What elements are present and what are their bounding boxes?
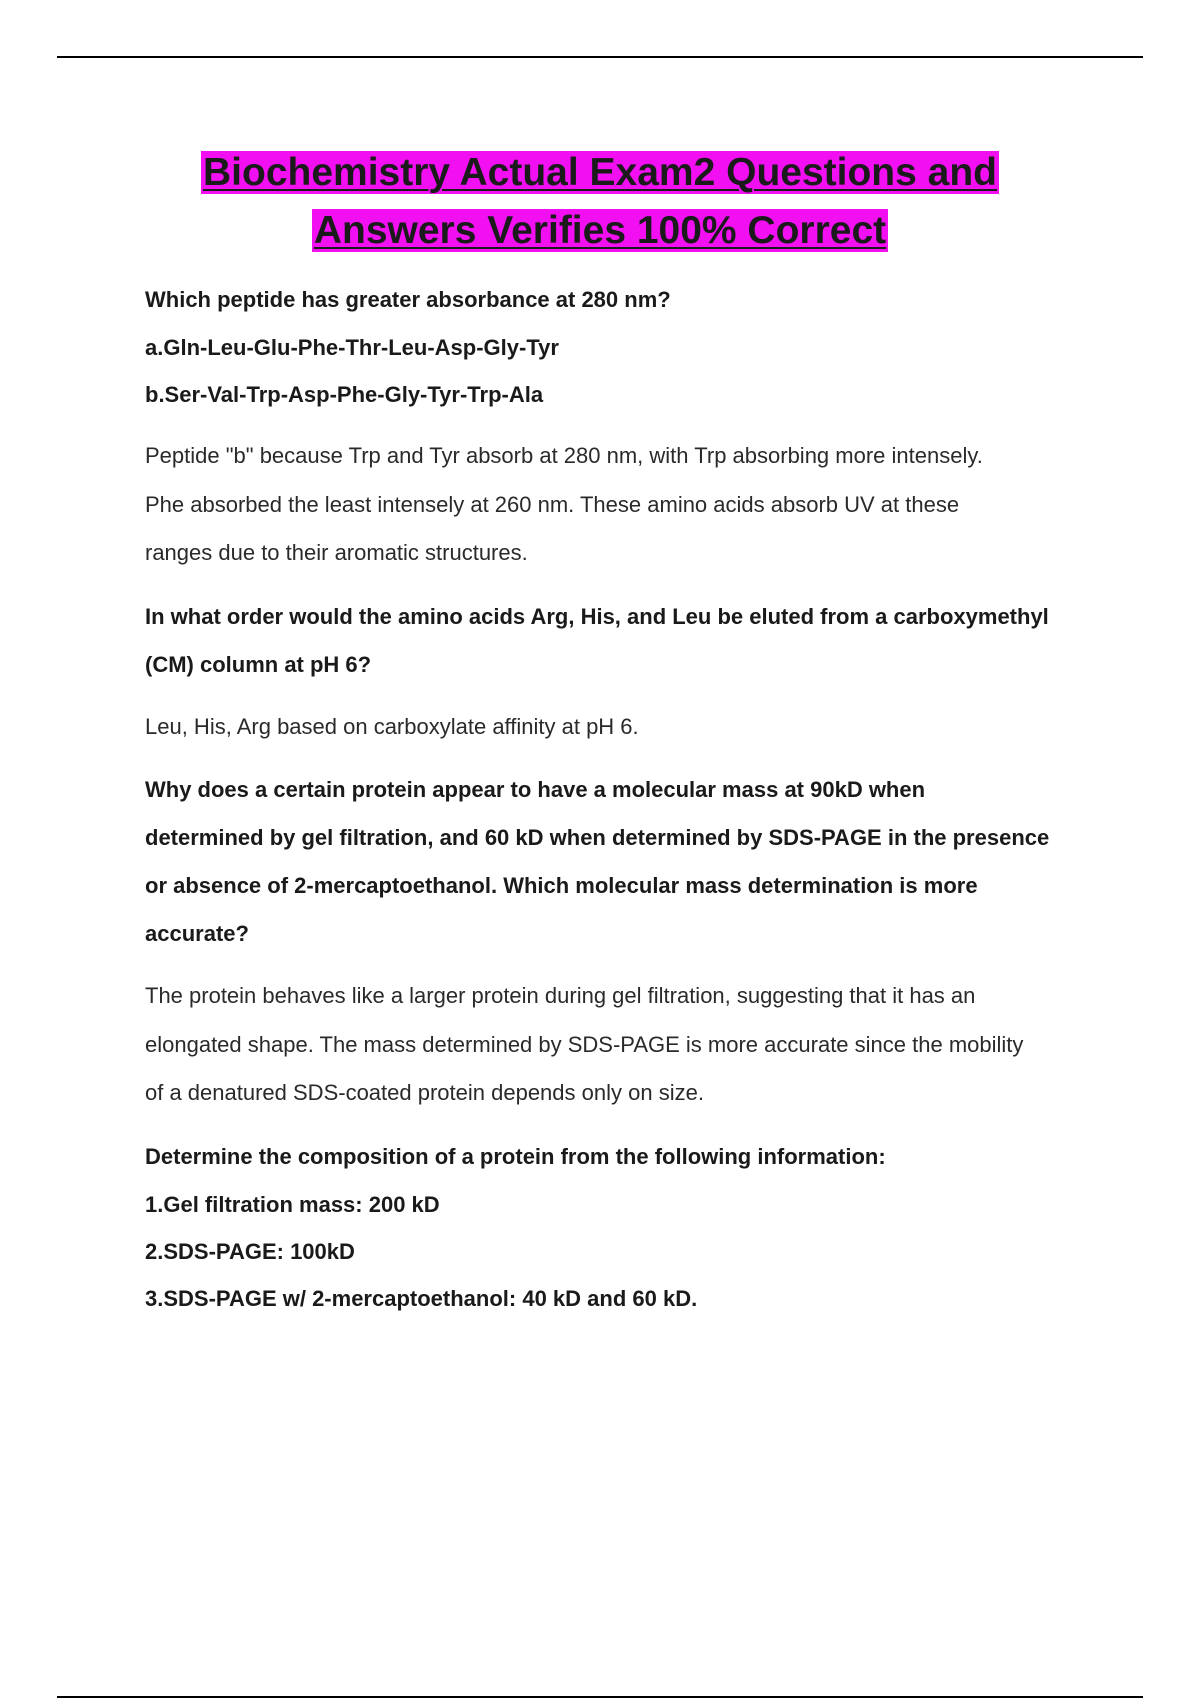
- question-1: Which peptide has greater absorbance at 280 nm?: [145, 287, 671, 312]
- answer-1-line-3: ranges due to their aromatic structures.: [145, 540, 528, 565]
- question-4-item-2: 2.SDS-PAGE: 100kD: [145, 1238, 355, 1264]
- document-body: [145, 276, 1095, 1322]
- question-4: Determine the composition of a protein from the following information:: [145, 1143, 886, 1169]
- top-rule: [57, 56, 1143, 58]
- question-3-line-4: accurate?: [145, 921, 249, 946]
- answer-1-line-1: Peptide "b" because Trp and Tyr absorb at 280 nm, with Trp absorbing more intensely.: [145, 443, 983, 468]
- answer-3-line-2: elongated shape. The mass determined by SDS-PAGE is more accurate since the mobility: [145, 1031, 1024, 1057]
- question-1-option-a: a.Gln-Leu-Glu-Phe-Thr-Leu-Asp-Gly-Tyr: [145, 335, 559, 360]
- title-line-2: Answers Verifies 100% Correct: [313, 209, 887, 252]
- question-2-line-2: (CM) column at pH 6?: [145, 651, 372, 677]
- answer-3-line-3: of a denatured SDS-coated protein depends only on size.: [145, 1080, 704, 1105]
- answer-3-line-1: The protein behaves like a larger protein during gel filtration, suggesting that it has an: [145, 983, 976, 1008]
- bottom-rule: [57, 1696, 1143, 1698]
- answer-1-line-2: Phe absorbed the least intensely at 260 nm. These amino acids absorb UV at these: [145, 491, 960, 517]
- document-title: [100, 144, 1100, 260]
- title-line-1: Biochemistry Actual Exam2 Questions and: [203, 151, 997, 194]
- question-3-line-3: or absence of 2-mercaptoethanol. Which molecular mass determination is more: [145, 873, 978, 898]
- answer-2: Leu, His, Arg based on carboxylate affinity at pH 6.: [145, 713, 639, 739]
- question-4-item-1: 1.Gel filtration mass: 200 kD: [145, 1191, 440, 1217]
- question-2-line-1: In what order would the amino acids Arg, His, and Leu be eluted from a carboxymethyl: [145, 603, 1049, 629]
- question-3-line-2: determined by gel filtration, and 60 kD when determined by SDS-PAGE in the presence: [145, 825, 1050, 850]
- question-1-option-b: b.Ser-Val-Trp-Asp-Phe-Gly-Tyr-Trp-Ala: [145, 382, 544, 407]
- question-4-item-3: 3.SDS-PAGE w/ 2-mercaptoethanol: 40 kD and 60 kD.: [145, 1285, 698, 1311]
- question-3-line-1: Why does a certain protein appear to have a molecular mass at 90kD when: [145, 777, 926, 802]
